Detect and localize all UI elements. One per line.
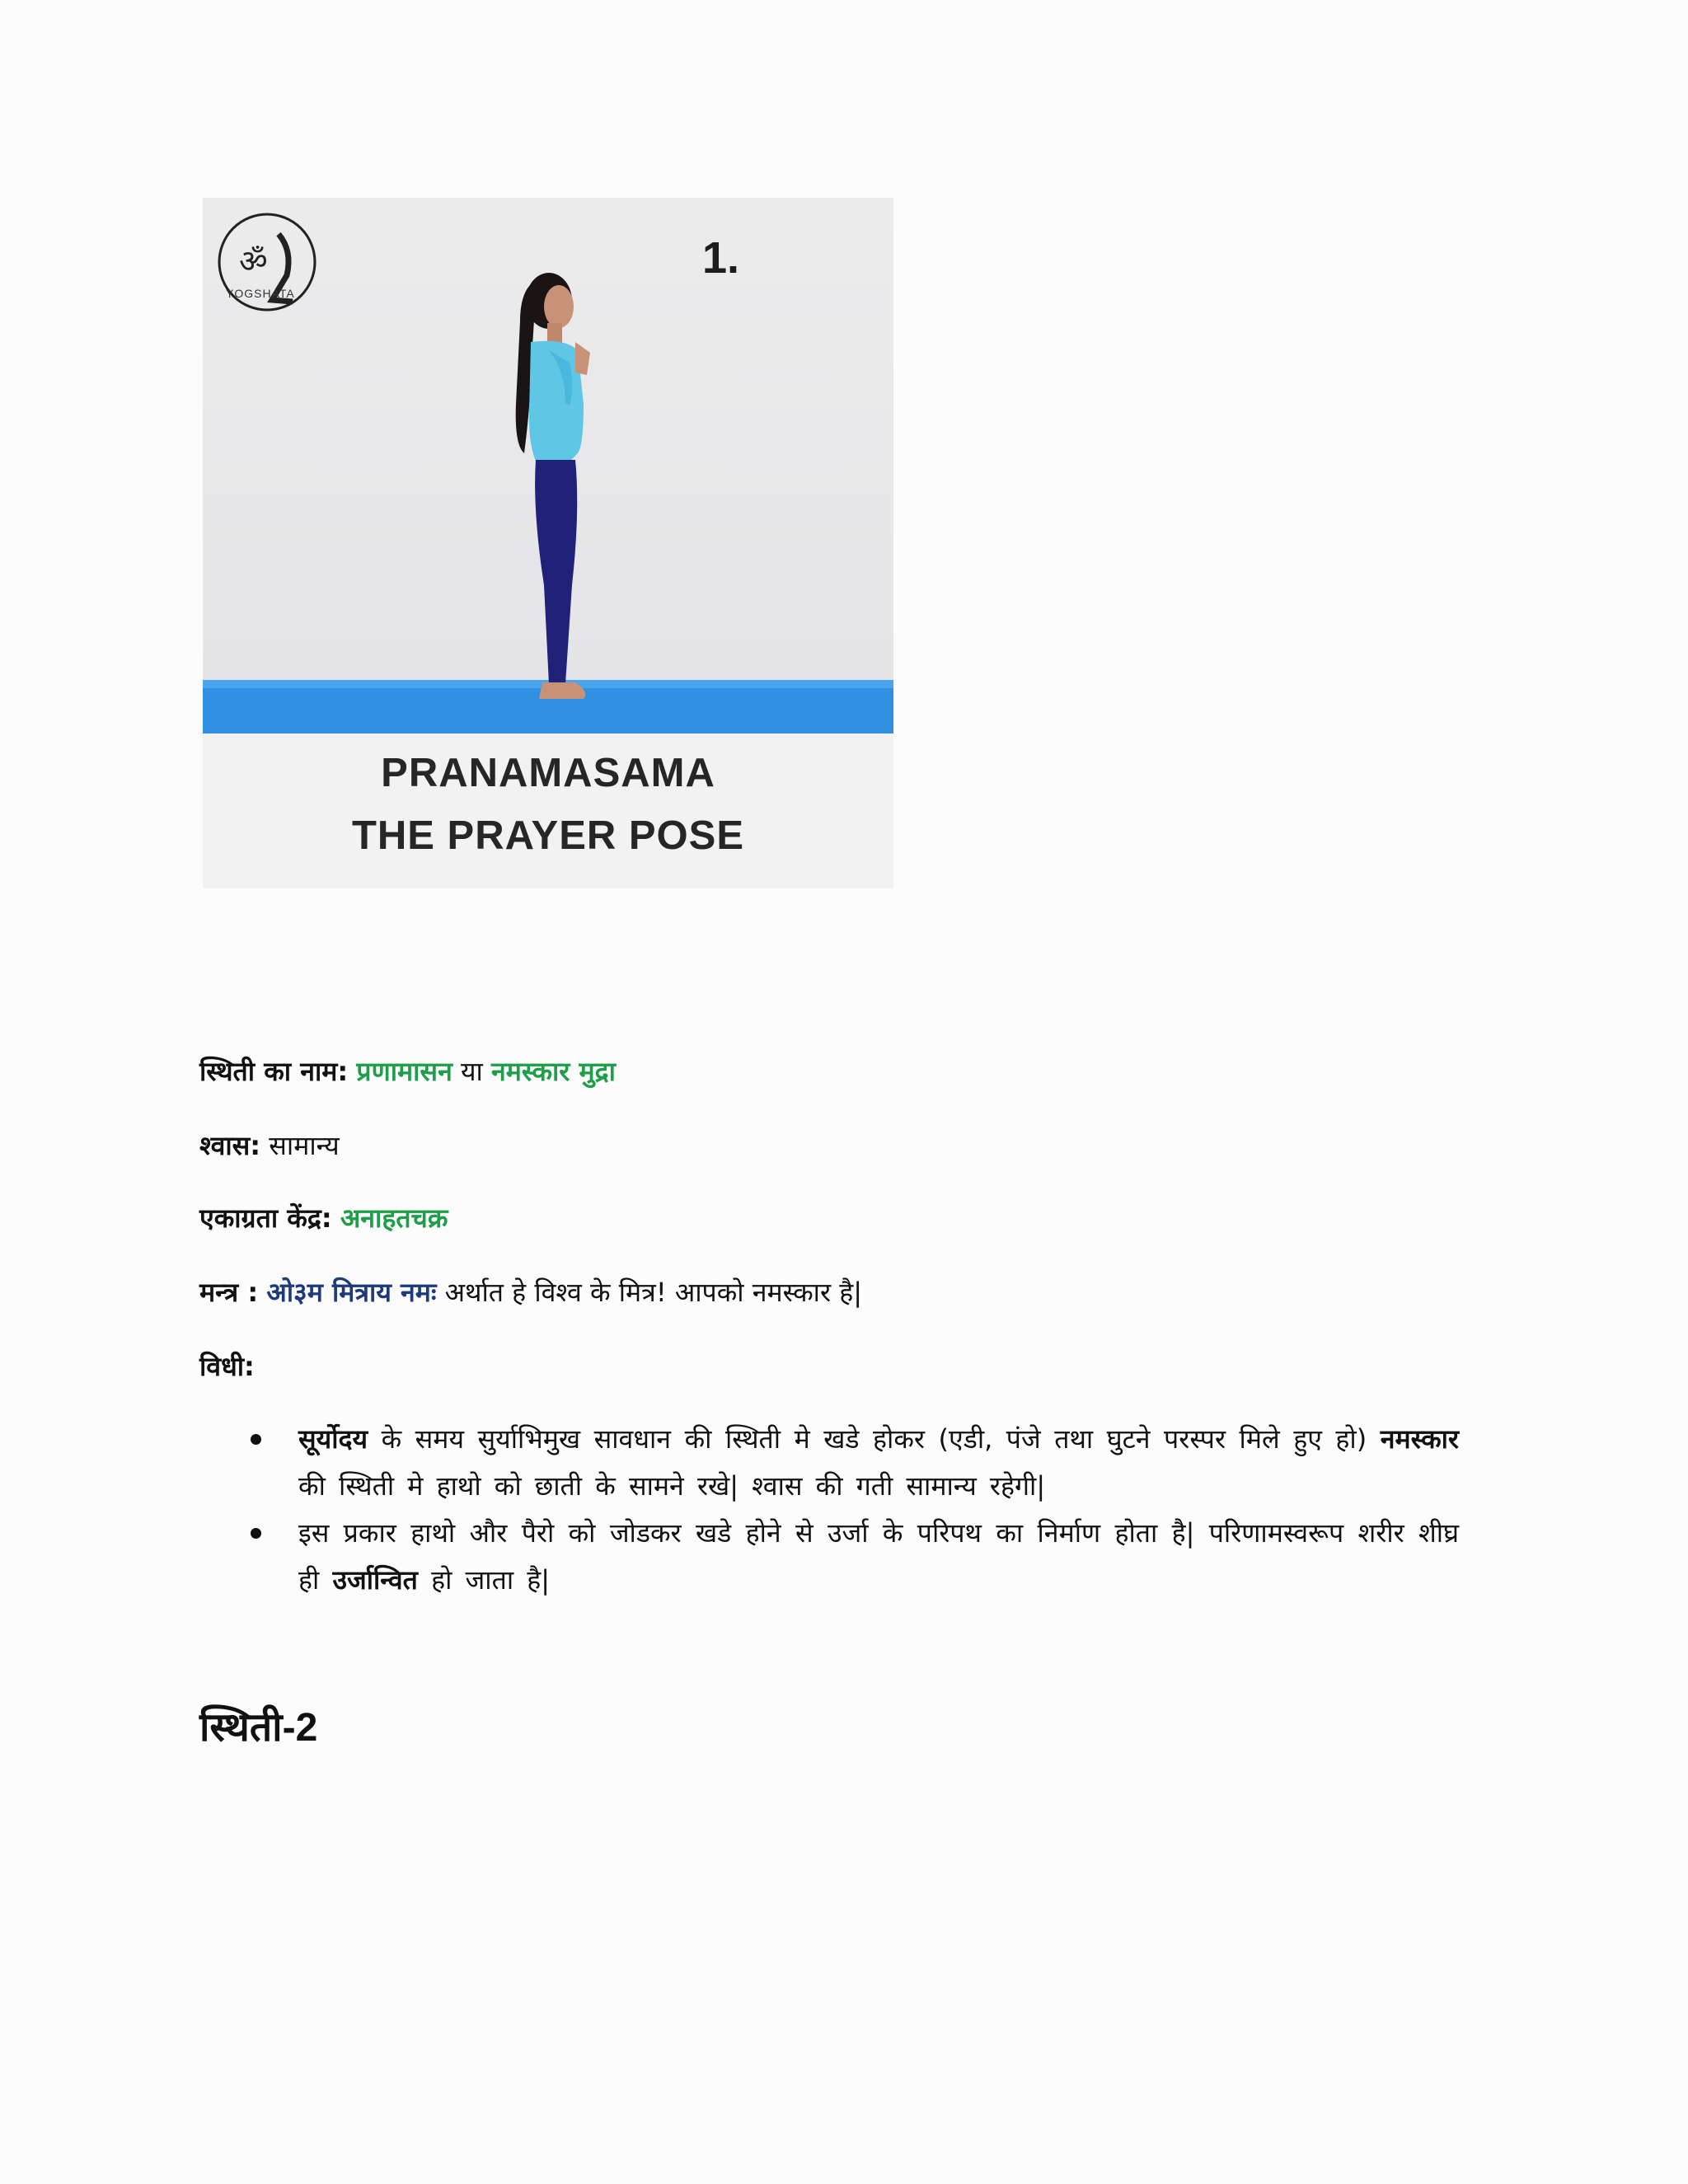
mantra-text: ओ३म मित्राय नमः [266,1277,437,1308]
mantra-line [199,1276,862,1309]
method-steps [247,1416,1459,1604]
step-keyword: नमस्कार [1380,1423,1460,1455]
breath-line [199,1129,340,1162]
step-keyword: सूर्योदय [298,1423,368,1455]
list-item [247,1416,1459,1510]
caption-subtitle: THE PRAYER POSE [351,813,745,858]
step-text: की स्थिती मे हाथो को छाती के सामने रखे| श्वास की गती सामान्य रहेगी| [298,1470,1046,1502]
step-keyword: उर्जान्वित [332,1564,418,1596]
yogshata-logo [214,209,321,325]
mantra-label: मन्त्र : [199,1277,259,1308]
focus-value: अनाहतचक्र [340,1202,448,1234]
focus-label: एकाग्रता केंद्र: [199,1202,332,1234]
pose-photo [203,198,893,888]
position-name-secondary: नमस्कार मुद्रा [491,1056,616,1087]
svg-text:ॐ: ॐ [239,243,268,279]
logo-text: YOGSHATA [226,287,295,300]
bullet-icon [251,1434,261,1445]
position-label: स्थिती का नाम: [199,1056,349,1087]
step-text: के समय सुर्याभिमुख सावधान की स्थिती मे खडे होकर (एडी, पंजे तथा घुटने परस्पर मिले हुए हो) [381,1423,1367,1455]
focus-line [199,1202,448,1235]
method-label: विधी: [199,1351,255,1382]
step-text: इस प्रकार हाथो और पैरो को जोडकर खडे होने से उर्जा के परिपथ का निर्माण होता है| परिणामस्वरूप शरीर शीघ्र ही [298,1517,1459,1596]
list-item [247,1510,1459,1604]
position-name-primary: प्रणामासन [356,1056,452,1087]
section-heading: स्थिती-2 [199,1706,318,1750]
mantra-meaning: अर्थात हे विश्व के मित्र! आपको नमस्कार है| [444,1277,862,1308]
breath-value: सामान्य [269,1130,340,1161]
position-connector: या [461,1056,483,1087]
caption-title: PRANAMASAMA [381,751,715,795]
breath-label: श्वास: [199,1130,261,1161]
method-line [199,1350,255,1383]
bullet-icon [251,1528,261,1539]
step-number: 1. [702,233,740,283]
position-name-line [199,1055,616,1088]
step-text: हो जाता है| [431,1564,551,1596]
